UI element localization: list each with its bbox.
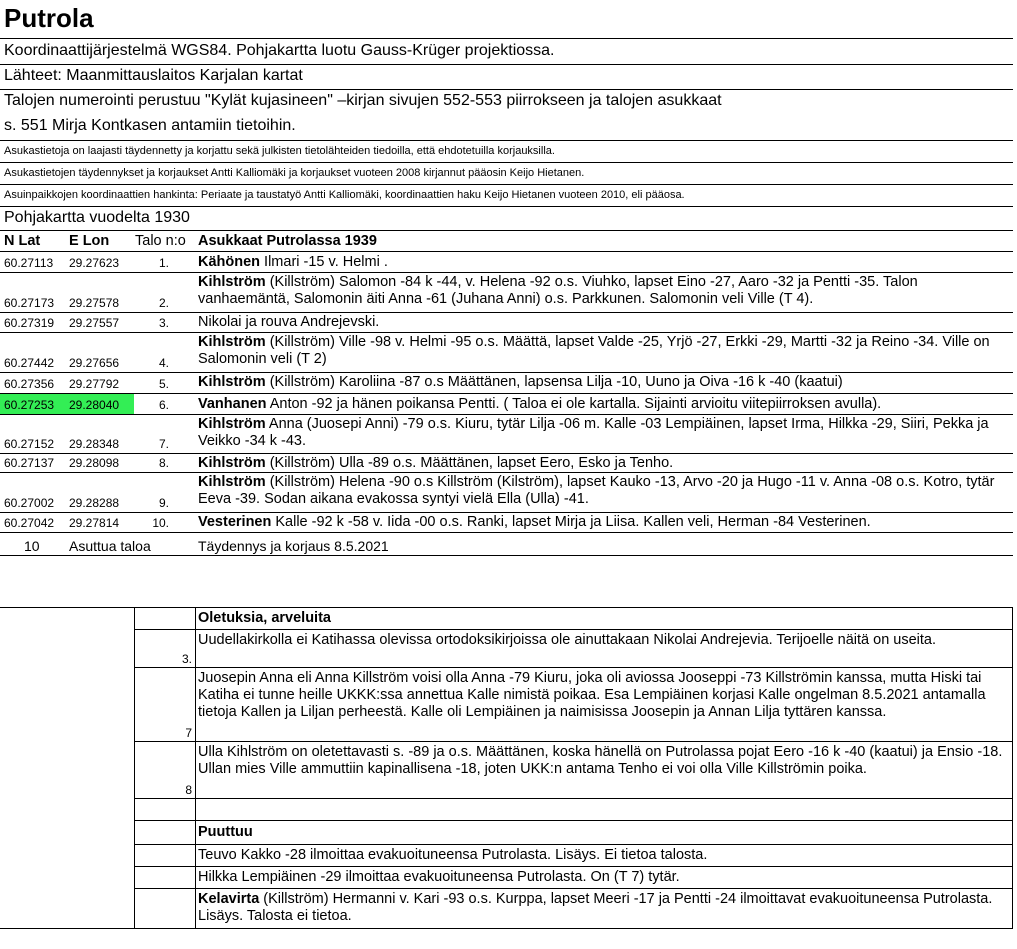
resident-text: [198, 474, 1008, 508]
lon-cell: 29.27623: [69, 256, 120, 270]
row-divider: [0, 414, 1013, 415]
notes-column-line: [1012, 607, 1013, 928]
resident-details: Hilkka Lempiäinen -29 ilmoittaa evakuoituneensa Putrolasta. On (T 7) tytär.: [198, 869, 680, 885]
lat-cell: 60.27002: [4, 496, 55, 510]
notes-divider: [134, 888, 1013, 889]
resident-details: (Killström) Karoliina -87 o.s Määttänen, lapsensa Lilja -10, Uuno ja Oiva -16 k -40 (kaatui): [265, 374, 843, 390]
header-house: Talo n:o: [135, 233, 186, 249]
summary-note: Täydennys ja korjaus 8.5.2021: [198, 538, 389, 554]
lon-cell: 29.27792: [69, 377, 120, 391]
lat-cell: 60.27356: [4, 377, 55, 391]
lon-cell: 29.27656: [69, 356, 120, 370]
resident-details: Anna (Juosepi Anni) -79 o.s. Kiuru, tytär Lilja -06 m. Kalle -03 Lempiäinen, lapset Irma, Hilkka -29, Siiri, Pekka ja Veikko -34 k -43.: [198, 416, 989, 449]
house-number: 3.: [158, 316, 169, 330]
resident-details: Kalle -92 k -58 v. Iida -00 o.s. Ranki, lapset Mirja ja Liisa. Kallen veli, Herman -84 Vesterinen.: [271, 514, 871, 530]
house-number: 8.: [158, 456, 169, 470]
divider: [0, 206, 1013, 207]
divider: [0, 64, 1013, 65]
row-divider: [0, 312, 1013, 313]
surname: Kihlström: [198, 416, 266, 432]
resident-text: [198, 455, 1008, 472]
resident-text: [198, 416, 1008, 450]
divider: [0, 230, 1013, 231]
house-number: 9.: [158, 496, 169, 510]
row-divider: [0, 372, 1013, 373]
assumption-text: Juosepin Anna eli Anna Killström voisi olla Anna -79 Kiuru, joka oli aviossa Jooseppi -73 Killströmin kanssa, mutta Hiski tai Katiha ei tunne heille UKKK:ssa annettua Kalle nimistä poikaa. Esa Lempiäinen korjasi Kalle ongelman 8.5.2021 antamalla tietoja Kallen ja Liljan perheestä. Kalle oli Lempiäinen ja naimisissa Joosepin ja Annan Lilja tyttären kanssa.: [198, 670, 986, 720]
resident-text: [198, 274, 1008, 308]
assumption-house-number: 7: [185, 726, 192, 740]
divider: [0, 140, 1013, 141]
lon-cell: 29.28040: [69, 398, 120, 412]
lon-cell: 29.28288: [69, 496, 120, 510]
small-line-2: Asukastietojen täydennykset ja korjaukset Antti Kalliomäki ja korjaukset vuoteen 2008 kirjannut pääosin Keijo Hietanen.: [4, 167, 585, 179]
notes-divider: [134, 844, 1013, 845]
summary-label: Asuttua taloa: [69, 538, 151, 554]
surname: Kihlström: [198, 274, 266, 290]
small-line-3: Asuinpaikkojen koordinaattien hankinta: Periaate ja taustatyö Antti Kalliomäki, koordinaattien haku Keijo Hietanen vuoteen 2010, eli pääosa.: [4, 189, 685, 201]
divider: [0, 251, 1013, 252]
notes-divider: [0, 928, 1013, 929]
info-line-sources: Lähteet: Maanmittauslaitos Karjalan kartat: [4, 67, 303, 84]
resident-details: Anton -92 ja hänen poikansa Pentti. ( Taloa ei ole kartalla. Sijainti arvioitu viitepiirroksen avulla).: [266, 396, 882, 412]
header-lat: N Lat: [4, 233, 41, 249]
divider: [0, 162, 1013, 163]
notes-divider: [134, 798, 1013, 799]
missing-text: [198, 891, 1008, 925]
info-line-numbering-cont: s. 551 Mirja Kontkasen antamiin tietoihin.: [4, 117, 296, 134]
lat-cell: 60.27442: [4, 356, 55, 370]
resident-details: (Killström) Helena -90 o.s Killström (Kilström), lapset Kauko -13, Arvo -20 ja Hugo -11 v. Anna -08 o.s. Kotro, tytär Eeva -39. Sodan aikana evakossa syntyi vielä Ella (Ulla) -41.: [198, 474, 995, 507]
divider: [0, 555, 1013, 556]
surname: Kelavirta: [198, 891, 260, 907]
house-number: 10.: [152, 516, 169, 530]
surname: Vanhanen: [198, 396, 267, 412]
notes-divider: [134, 741, 1013, 742]
house-number: 6.: [158, 398, 169, 412]
lon-cell: 29.27578: [69, 296, 120, 310]
notes-column-line: [134, 607, 135, 928]
map-year: Pohjakartta vuodelta 1930: [4, 209, 190, 226]
house-number: 4.: [158, 356, 169, 370]
missing-title: Puuttuu: [198, 824, 253, 840]
resident-text: [198, 334, 1008, 368]
divider: [0, 38, 1013, 39]
header-lon: E Lon: [69, 233, 110, 249]
lat-cell: 60.27113: [4, 256, 54, 270]
lon-cell: 29.28348: [69, 437, 120, 451]
notes-column-line: [195, 607, 196, 928]
surname: Vesterinen: [198, 514, 272, 530]
row-divider: [0, 332, 1013, 333]
surname: Kähönen: [198, 254, 261, 270]
notes-divider: [134, 820, 1013, 821]
resident-text: [198, 396, 1008, 413]
surname: Kihlström: [198, 474, 266, 490]
notes-divider: [134, 866, 1013, 867]
lon-cell: 29.28098: [69, 456, 120, 470]
lat-cell: 60.27042: [4, 516, 55, 530]
header-residents: Asukkaat Putrolassa 1939: [198, 233, 377, 249]
house-number: 7.: [158, 437, 169, 451]
row-divider: [0, 532, 1013, 533]
notes-divider: [0, 607, 1013, 608]
info-line-numbering: Talojen numerointi perustuu "Kylät kujasineen" –kirjan sivujen 552-553 piirrokseen ja talojen asukkaat: [4, 92, 722, 109]
small-line-1: Asukastietoja on laajasti täydennetty ja korjattu sekä julkisten tietolähteiden tiedoilla, että ehdotetuilla korjauksilla.: [4, 145, 555, 157]
resident-details: Ilmari -15 v. Helmi .: [260, 254, 388, 270]
lat-cell: 60.27173: [4, 296, 55, 310]
surname: Kihlström: [198, 334, 266, 350]
resident-details: (Killström) Salomon -84 k -44, v. Helena -92 o.s. Viuhko, lapset Eino -27, Aaro -32 ja Pentti -35. Talon vanhaemäntä, Salomonin äiti Anna -61 (Juhana Anni) o.s. Parkkunen. Salomonin veli Ville (T 4).: [198, 274, 918, 307]
summary-count: 10: [24, 538, 40, 554]
resident-text: [198, 254, 1008, 271]
resident-details: Teuvo Kakko -28 ilmoittaa evakuoituneensa Putrolasta. Lisäys. Ei tietoa talosta.: [198, 847, 708, 863]
divider: [0, 184, 1013, 185]
assumption-house-number: 3.: [181, 652, 192, 666]
assumption-text: Ulla Kihlström on oletettavasti s. -89 ja o.s. Määttänen, koska hänellä on Putrolassa pojat Eero -16 k -40 (kaatui) ja Ensio -18. Ullan mies Ville ammuttiin kapinallisena -18, joten UKK:n antama Tenho ei voi olla Ville Killströmin poika.: [198, 744, 1003, 777]
page-title: Putrola: [4, 3, 94, 33]
resident-details: (Killström) Ville -98 v. Helmi -95 o.s. Määttä, lapset Valde -25, Yrjö -27, Erkki -29, Martti -32 ja Reino -34. Ville on Salomonin veli (T 2): [198, 334, 990, 367]
resident-text: [198, 514, 1008, 531]
row-divider: [0, 393, 1013, 394]
resident-text: [198, 314, 1008, 331]
resident-details: (Killström) Ulla -89 o.s. Määttänen, lapset Eero, Esko ja Tenho.: [265, 455, 674, 471]
house-number: 1.: [158, 256, 169, 270]
assumptions-title: Oletuksia, arveluita: [198, 610, 331, 626]
lat-cell: 60.27253: [4, 398, 55, 412]
lon-cell: 29.27557: [69, 316, 120, 330]
assumption-text: Uudellakirkolla ei Katihassa olevissa ortodoksikirjoissa ole ainuttakaan Nikolai Andrejevia. Terijoelle näitä on useita.: [198, 632, 937, 648]
resident-details: (Killström) Hermanni v. Kari -93 o.s. Kurppa, lapset Meeri -17 ja Pentti -24 ilmoittavat evakuoituneensa Putrolasta. Lisäys. Talosta ei tietoa.: [198, 891, 993, 924]
house-number: 2.: [158, 296, 169, 310]
missing-text: [198, 869, 1008, 886]
missing-text: [198, 847, 1008, 864]
row-divider: [0, 272, 1013, 273]
row-divider: [0, 472, 1013, 473]
assumption-house-number: 8: [185, 783, 192, 797]
lon-cell: 29.27814: [69, 516, 120, 530]
divider: [0, 89, 1013, 90]
resident-text: [198, 374, 1008, 391]
surname: Kihlström: [198, 374, 266, 390]
surname: Kihlström: [198, 455, 266, 471]
lat-cell: 60.27319: [4, 316, 55, 330]
row-divider: [0, 512, 1013, 513]
row-divider: [0, 453, 1013, 454]
lat-cell: 60.27137: [4, 456, 55, 470]
resident-details: Nikolai ja rouva Andrejevski.: [198, 314, 380, 330]
notes-divider: [134, 667, 1013, 668]
house-number: 5.: [158, 377, 169, 391]
info-line-crs: Koordinaattijärjestelmä WGS84. Pohjakartta luotu Gauss-Krüger projektiossa.: [4, 42, 555, 59]
notes-divider: [134, 629, 1013, 630]
lat-cell: 60.27152: [4, 437, 55, 451]
